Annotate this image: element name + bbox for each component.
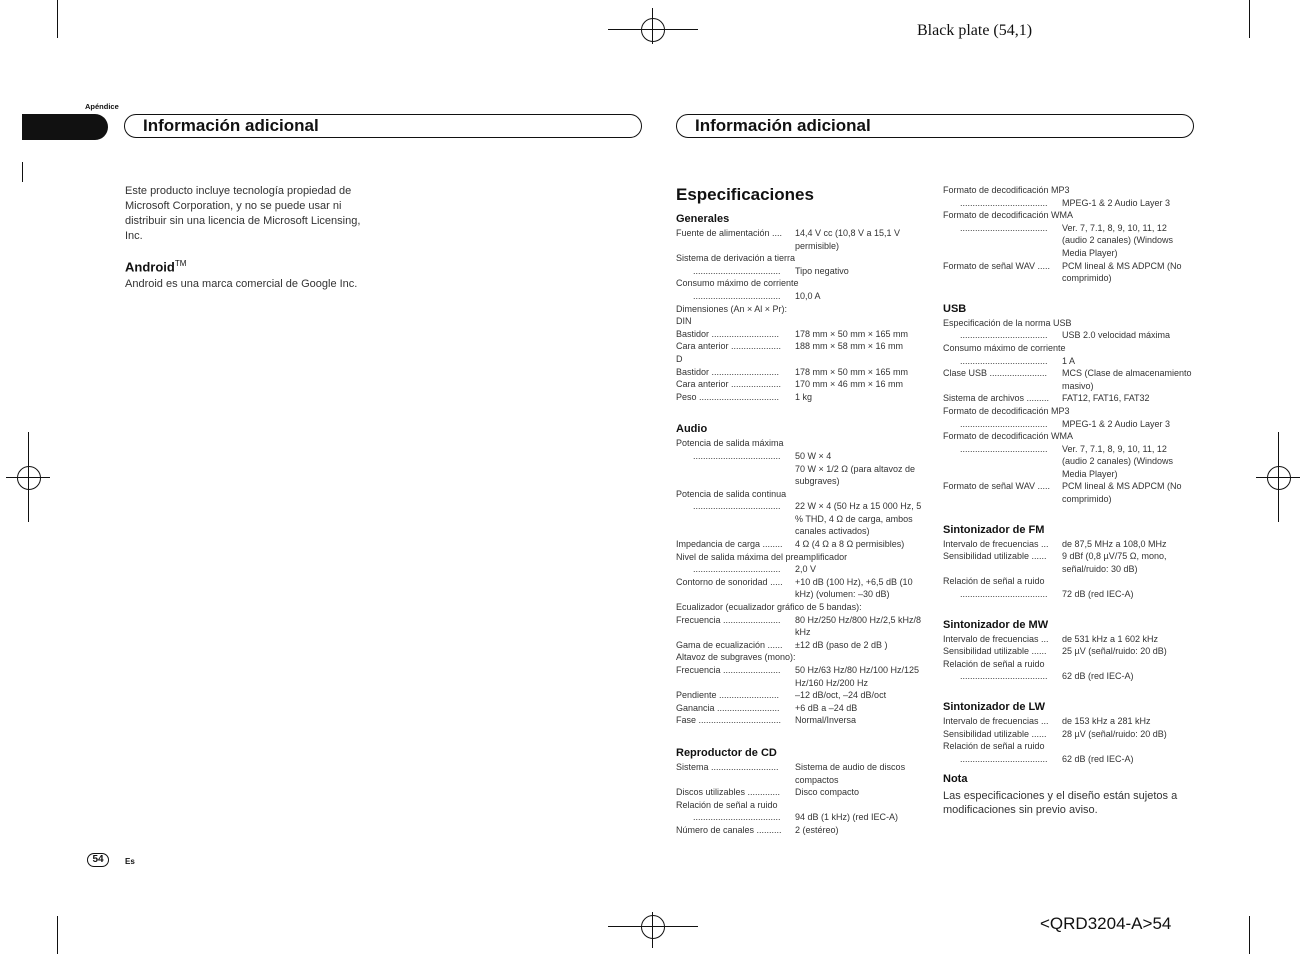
spec-label: Nivel de salida máxima del preamplificador <box>676 551 848 562</box>
spec-label: Relación de señal a ruido <box>676 799 778 810</box>
spec-label: Relación de señal a ruido <box>943 658 1045 669</box>
spec-label: Consumo máximo de corriente <box>943 342 1066 353</box>
spec-row: ................................... Ver. 7, 7.1, 8, 9, 10, 11, 12 (audio 2 canales) (Windows Media Player) <box>960 222 1174 258</box>
spec-row: ................................... 72 dB (red IEC-A) <box>960 589 1134 600</box>
spec-row: ................................... 62 dB (red IEC-A) <box>960 753 1134 764</box>
usb-heading: USB <box>943 302 967 315</box>
spec-label: Sistema de derivación a tierra <box>676 253 796 264</box>
spec-row: Formato de señal WAV ..... PCM lineal & MS ADPCM (No comprimido) <box>943 260 1182 284</box>
spec-row: Cara anterior .................... 188 mm × 58 mm × 16 mm <box>676 341 904 352</box>
spec-label: D <box>676 353 683 364</box>
fm-heading: Sintonizador de FM <box>943 523 1045 536</box>
spec-label: Especificación de la norma USB <box>943 317 1072 328</box>
spec-row: Intervalo de frecuencias ... de 531 kHz a 1 602 kHz <box>943 633 1159 644</box>
spec-label: Formato de decodificación MP3 <box>943 185 1070 195</box>
spec-row: Sensibilidad utilizable ...... 9 dBf (0,8 µV/75 Ω, mono, señal/ruido: 30 dB) <box>943 551 1167 574</box>
spec-row: Sensibilidad utilizable ...... 28 µV (señal/ruido: 20 dB) <box>943 728 1167 739</box>
spec-row: Intervalo de frecuencias ... de 153 kHz a 281 kHz <box>943 716 1151 726</box>
page-number: 54 <box>87 853 109 867</box>
spec-row: Frecuencia ....................... 80 Hz/250 Hz/800 Hz/2,5 kHz/8 kHz <box>676 614 922 638</box>
android-heading: Android™ <box>125 259 187 275</box>
specs-column-1 <box>676 213 926 837</box>
spec-label: Ecualizador (ecualizador gráfico de 5 bandas): <box>676 602 862 613</box>
spec-row: ................................... MPEG-1 & 2 Audio Layer 3 <box>960 197 1171 208</box>
generales-heading: Generales <box>676 213 730 225</box>
spec-row: ................................... 50 W × 4 <box>693 450 832 461</box>
spec-row: Pendiente ........................ –12 dB/oct, –24 dB/oct <box>676 690 887 701</box>
spec-row: ................................... 94 dB (1 kHz) (red IEC-A) <box>693 812 899 823</box>
section-tab-marker <box>22 114 108 140</box>
spec-row: ................................... Ver. 7, 7.1, 8, 9, 10, 11, 12 (audio 2 canales) (Windows Media Player) <box>960 443 1174 479</box>
spec-row: ................................... 22 W × 4 (50 Hz a 15 000 Hz, 5 % THD, 4 Ω de carga, ambos canales activados) <box>693 501 922 537</box>
spec-row: Discos utilizables ............. Disco compacto <box>676 787 860 798</box>
spec-row: ................................... 10,0 A <box>693 290 821 301</box>
nota-heading: Nota <box>943 773 968 786</box>
spec-label: Relación de señal a ruido <box>943 741 1045 752</box>
right-title-bar: Información adicional <box>676 114 1194 138</box>
spec-row: Bastidor ........................... 178 mm × 50 mm × 165 mm <box>676 328 909 339</box>
spec-row: Frecuencia ....................... 50 Hz/63 Hz/80 Hz/100 Hz/125 Hz/160 Hz/200 Hz <box>676 665 920 688</box>
spec-label: Dimensiones (An × Al × Pr): <box>676 303 788 314</box>
android-text: Android es una marca comercial de Google Inc. <box>125 278 358 290</box>
spec-label: Formato de decodificación WMA <box>943 431 1074 442</box>
spec-label: Formato de decodificación WMA <box>943 210 1074 221</box>
trademark-symbol: TM <box>174 259 187 268</box>
spec-row: ................................... 62 dB (red IEC-A) <box>960 671 1134 682</box>
spec-row: ................................... USB 2.0 velocidad máxima <box>960 330 1171 341</box>
spec-row: Intervalo de frecuencias ... de 87,5 MHz a 108,0 MHz <box>943 538 1167 549</box>
spec-row: ................................... MPEG-1 & 2 Audio Layer 3 <box>960 418 1171 429</box>
spec-row: Bastidor ........................... 178 mm × 50 mm × 165 mm <box>676 366 909 377</box>
spec-label: Consumo máximo de corriente <box>676 278 799 289</box>
left-title-bar: Información adicional <box>124 114 642 138</box>
spec-row: Formato de señal WAV ..... PCM lineal & MS ADPCM (No comprimido) <box>943 481 1182 505</box>
spec-row: Peso ................................ 1 kg <box>676 391 813 402</box>
spec-row: Sistema ........................... Sistema de audio de discos compactos <box>676 761 906 785</box>
spec-row: Sistema de archivos ......... FAT12, FAT16, FAT32 <box>943 393 1150 404</box>
spec-row: Contorno de sonoridad ..... +10 dB (100 Hz), +6,5 dB (10 kHz) (volumen: –30 dB) <box>676 576 913 600</box>
spec-row: ................................... Tipo negativo <box>693 265 849 276</box>
spec-row: Impedancia de carga ........ 4 Ω (4 Ω a 8 Ω permisibles) <box>676 539 905 550</box>
spec-row: Clase USB ....................... MCS (Clase de almacenamiento masivo) <box>943 368 1192 391</box>
nota-text: Las especificaciones y el diseño están sujetos a modificaciones sin previo aviso. <box>943 790 1178 817</box>
plate-label: Black plate (54,1) <box>917 22 1033 39</box>
mw-heading: Sintonizador de MW <box>943 618 1049 631</box>
spec-row: Ganancia ......................... +6 dB a –24 dB <box>676 702 858 713</box>
specs-column-2 <box>943 184 1193 817</box>
spec-label: Formato de decodificación MP3 <box>943 405 1070 416</box>
spec-row: ................................... 2,0 V <box>693 564 817 575</box>
spec-row: Fase ................................. Normal/Inversa <box>676 715 857 726</box>
microsoft-notice: Este producto incluye tecnología propiedad de Microsoft Corporation, y no se puede usar ni distribuir sin una licencia de Microsoft Licensing, Inc. <box>125 185 361 242</box>
audio-heading: Audio <box>676 423 708 436</box>
spec-row: Gama de ecualización ...... ±12 dB (paso de 2 dB ) <box>676 639 888 650</box>
spec-label: Potencia de salida continua <box>676 488 787 499</box>
footer-code: <QRD3204-A>54 <box>1040 914 1172 933</box>
spec-row: Cara anterior .................... 170 mm × 46 mm × 16 mm <box>676 379 904 390</box>
spec-label: Relación de señal a ruido <box>943 576 1045 587</box>
cd-heading: Reproductor de CD <box>676 746 777 759</box>
spec-row: ................................... 1 A <box>960 355 1076 366</box>
section-tag: Apéndice <box>85 102 119 111</box>
spec-label: Potencia de salida máxima <box>676 438 784 449</box>
spec-row: Sensibilidad utilizable ...... 25 µV (señal/ruido: 20 dB) <box>943 646 1167 657</box>
spec-row: 70 W × 1/2 Ω (para altavoz de subgraves) <box>795 463 916 487</box>
spec-label: Altavoz de subgraves (mono): <box>676 652 796 663</box>
spec-row: Fuente de alimentación .... 14,4 V cc (10,8 V a 15,1 V permisible) <box>676 228 901 251</box>
lw-heading: Sintonizador de LW <box>943 701 1046 713</box>
specs-heading: Especificaciones <box>676 185 814 204</box>
language-code: Es <box>125 857 135 866</box>
spec-label: DIN <box>676 316 692 327</box>
spec-row: Número de canales .......... 2 (estéreo) <box>676 824 839 835</box>
